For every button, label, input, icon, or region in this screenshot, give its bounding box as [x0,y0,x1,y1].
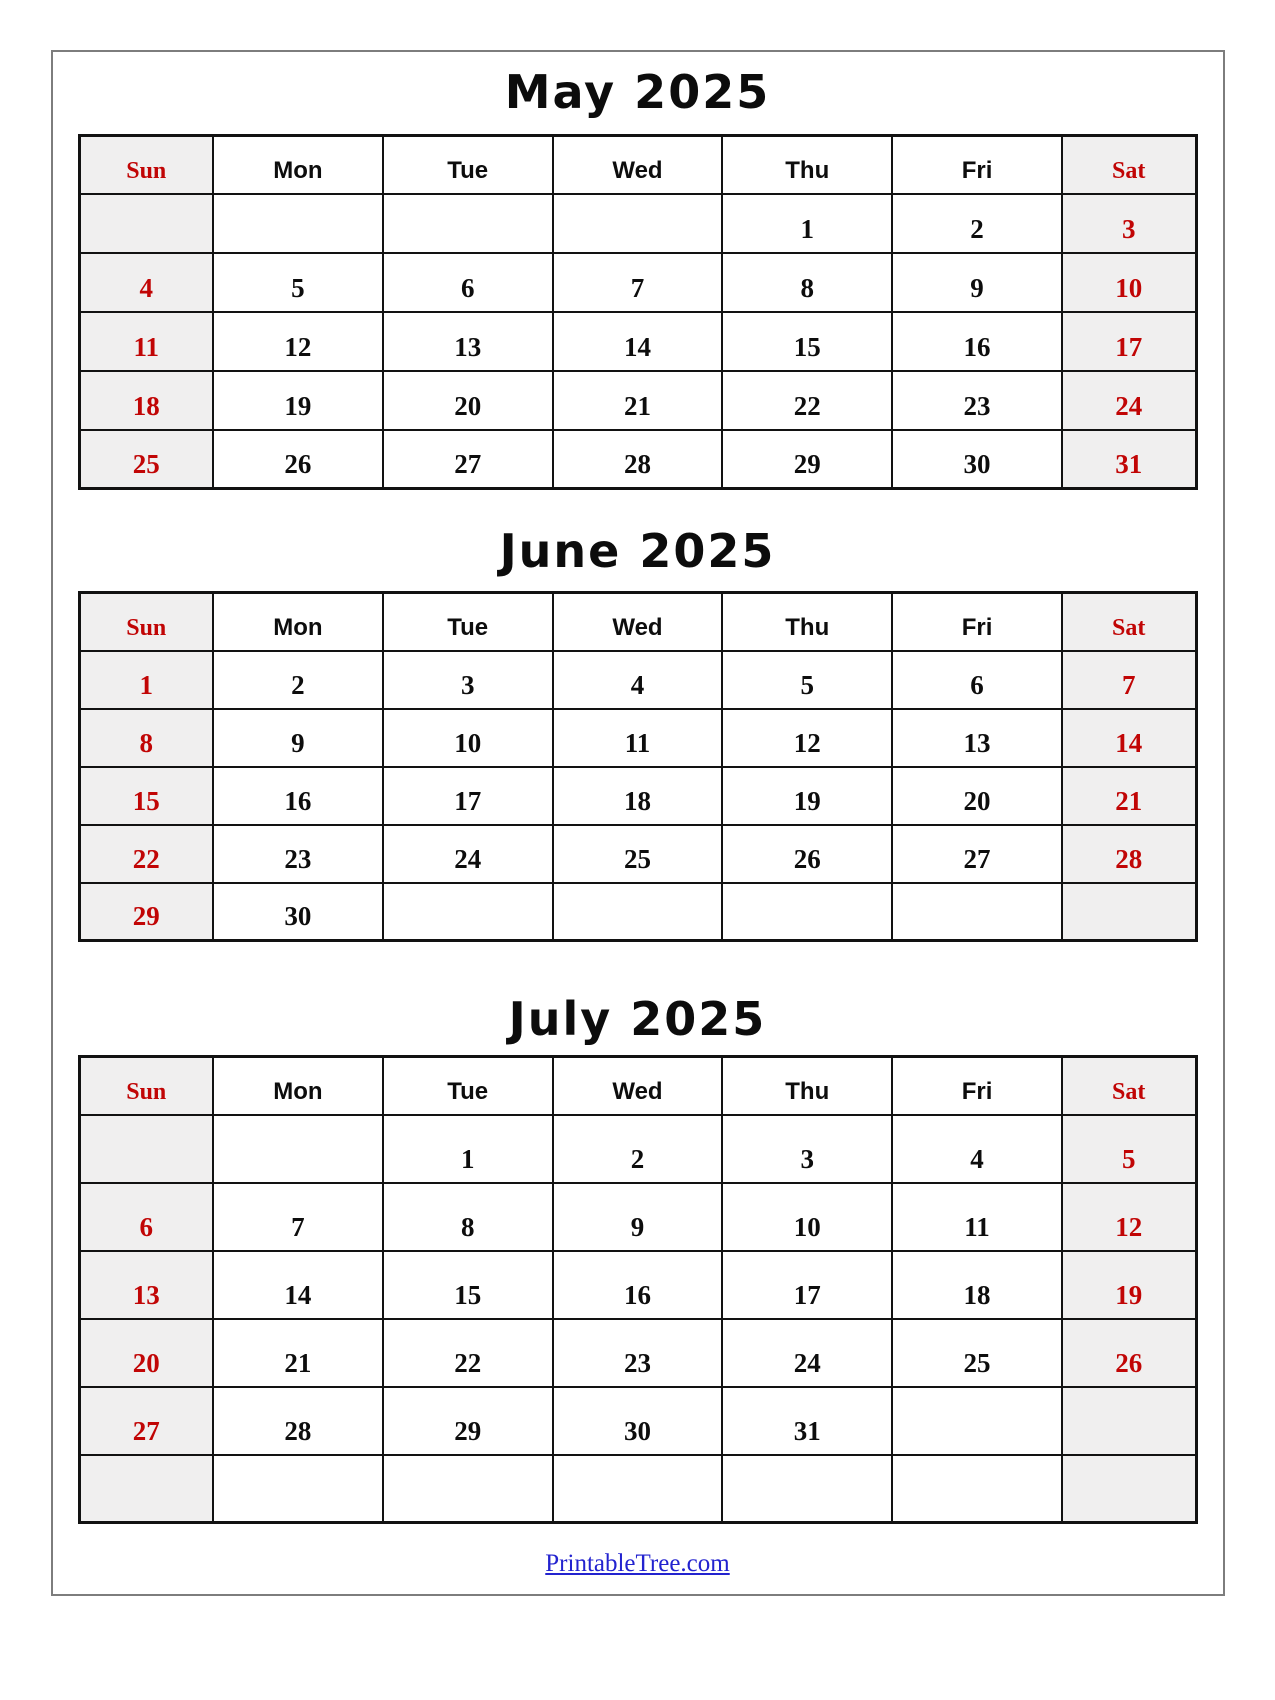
date-cell: 24 [383,825,553,883]
week-row [79,651,1196,709]
date-cell: 10 [722,1183,892,1251]
calendar-table [78,591,1198,942]
date-cell: 11 [892,1183,1062,1251]
date-cell: 3 [383,651,553,709]
date-cell: 6 [383,253,553,312]
date-cell: 8 [722,253,892,312]
day-header-cell: Fri [892,593,1062,651]
day-header-cell: Mon [213,1057,383,1115]
date-cell: 7 [213,1183,383,1251]
date-cell: 10 [1062,253,1196,312]
date-cell: 4 [79,253,213,312]
date-cell: 13 [79,1251,213,1319]
day-header-cell: Tue [383,593,553,651]
date-cell: 17 [722,1251,892,1319]
week-row [79,1319,1196,1387]
date-cell [892,1455,1062,1523]
date-cell: 8 [383,1183,553,1251]
date-cell: 24 [722,1319,892,1387]
week-row [79,194,1196,253]
date-cell: 7 [553,253,723,312]
date-cell: 4 [553,651,723,709]
date-cell [892,1387,1062,1455]
month-section [78,991,1198,1524]
day-header-cell: Sun [79,593,213,651]
date-cell: 2 [213,651,383,709]
calendar-table [78,134,1198,490]
date-cell: 13 [892,709,1062,767]
date-cell: 27 [892,825,1062,883]
date-cell: 5 [213,253,383,312]
date-cell: 9 [892,253,1062,312]
date-cell: 5 [722,651,892,709]
month-title: July 2025 [508,992,767,1046]
date-cell: 21 [553,371,723,430]
date-cell: 10 [383,709,553,767]
date-cell [553,883,723,941]
day-header-cell: Wed [553,136,723,194]
date-cell [722,883,892,941]
date-cell [383,883,553,941]
printabletree-link[interactable]: PrintableTree.com [545,1550,730,1577]
date-cell: 16 [553,1251,723,1319]
date-cell [79,194,213,253]
date-cell: 21 [1062,767,1196,825]
date-cell: 6 [892,651,1062,709]
date-cell: 12 [1062,1183,1196,1251]
date-cell: 26 [213,430,383,489]
date-cell: 1 [79,651,213,709]
calendar-table [78,1055,1198,1524]
date-cell [1062,1387,1196,1455]
date-cell: 2 [553,1115,723,1183]
week-row [79,825,1196,883]
date-cell: 17 [383,767,553,825]
date-cell: 2 [892,194,1062,253]
date-cell: 18 [79,371,213,430]
date-cell: 25 [79,430,213,489]
date-cell [892,883,1062,941]
week-row [79,1183,1196,1251]
date-cell: 18 [553,767,723,825]
date-cell: 28 [1062,825,1196,883]
date-cell: 26 [722,825,892,883]
week-row [79,253,1196,312]
date-cell: 14 [553,312,723,371]
date-cell: 8 [79,709,213,767]
date-cell [722,1455,892,1523]
date-cell: 12 [213,312,383,371]
date-cell: 29 [383,1387,553,1455]
date-cell: 16 [892,312,1062,371]
date-cell: 1 [722,194,892,253]
day-header-cell: Wed [553,593,723,651]
date-cell: 7 [1062,651,1196,709]
page-footer [53,1550,1223,1578]
week-row [79,1115,1196,1183]
date-cell: 20 [892,767,1062,825]
date-cell: 4 [892,1115,1062,1183]
date-cell: 30 [553,1387,723,1455]
day-header-row [79,593,1196,651]
date-cell: 23 [892,371,1062,430]
week-row [79,709,1196,767]
date-cell: 26 [1062,1319,1196,1387]
day-header-cell: Mon [213,593,383,651]
day-header-cell: Thu [722,1057,892,1115]
week-row [79,1387,1196,1455]
date-cell: 22 [383,1319,553,1387]
day-header-cell: Wed [553,1057,723,1115]
date-cell [1062,883,1196,941]
week-row [79,312,1196,371]
date-cell: 29 [722,430,892,489]
date-cell: 11 [553,709,723,767]
date-cell: 9 [553,1183,723,1251]
date-cell: 12 [722,709,892,767]
date-cell: 15 [79,767,213,825]
date-cell: 14 [213,1251,383,1319]
date-cell: 13 [383,312,553,371]
day-header-cell: Mon [213,136,383,194]
date-cell: 20 [383,371,553,430]
day-header-cell: Fri [892,1057,1062,1115]
week-row [79,430,1196,489]
day-header-cell: Thu [722,136,892,194]
date-cell: 31 [722,1387,892,1455]
date-cell: 17 [1062,312,1196,371]
date-cell: 15 [722,312,892,371]
day-header-cell: Tue [383,136,553,194]
date-cell: 24 [1062,371,1196,430]
date-cell [553,1455,723,1523]
date-cell: 29 [79,883,213,941]
week-row [79,1251,1196,1319]
date-cell: 30 [892,430,1062,489]
week-row [79,767,1196,825]
day-header-row [79,1057,1196,1115]
date-cell: 9 [213,709,383,767]
date-cell: 18 [892,1251,1062,1319]
date-cell [213,194,383,253]
date-cell: 28 [213,1387,383,1455]
date-cell: 16 [213,767,383,825]
day-header-cell: Tue [383,1057,553,1115]
date-cell [383,194,553,253]
week-row [79,1455,1196,1523]
date-cell: 3 [722,1115,892,1183]
day-header-cell: Sun [79,136,213,194]
date-cell: 19 [213,371,383,430]
date-cell [1062,1455,1196,1523]
months-container [78,64,1198,1524]
date-cell: 25 [892,1319,1062,1387]
month-title: May 2025 [504,65,771,119]
date-cell: 19 [722,767,892,825]
day-header-row [79,136,1196,194]
date-cell: 20 [79,1319,213,1387]
day-header-cell: Sat [1062,136,1196,194]
date-cell: 23 [553,1319,723,1387]
day-header-cell: Sat [1062,593,1196,651]
date-cell: 27 [79,1387,213,1455]
calendar-page [51,50,1225,1596]
day-header-cell: Sat [1062,1057,1196,1115]
date-cell [79,1455,213,1523]
date-cell: 15 [383,1251,553,1319]
date-cell [213,1455,383,1523]
date-cell: 3 [1062,194,1196,253]
date-cell: 22 [722,371,892,430]
date-cell: 28 [553,430,723,489]
date-cell [383,1455,553,1523]
month-title: June 2025 [499,524,776,578]
date-cell: 23 [213,825,383,883]
month-section [78,523,1198,942]
date-cell: 1 [383,1115,553,1183]
day-header-cell: Sun [79,1057,213,1115]
date-cell: 25 [553,825,723,883]
week-row [79,883,1196,941]
month-section [78,64,1198,490]
date-cell: 11 [79,312,213,371]
date-cell: 27 [383,430,553,489]
date-cell: 5 [1062,1115,1196,1183]
date-cell [79,1115,213,1183]
date-cell: 19 [1062,1251,1196,1319]
day-header-cell: Fri [892,136,1062,194]
date-cell: 14 [1062,709,1196,767]
date-cell: 31 [1062,430,1196,489]
date-cell: 21 [213,1319,383,1387]
date-cell: 22 [79,825,213,883]
date-cell: 30 [213,883,383,941]
date-cell [553,194,723,253]
week-row [79,371,1196,430]
date-cell [213,1115,383,1183]
day-header-cell: Thu [722,593,892,651]
date-cell: 6 [79,1183,213,1251]
